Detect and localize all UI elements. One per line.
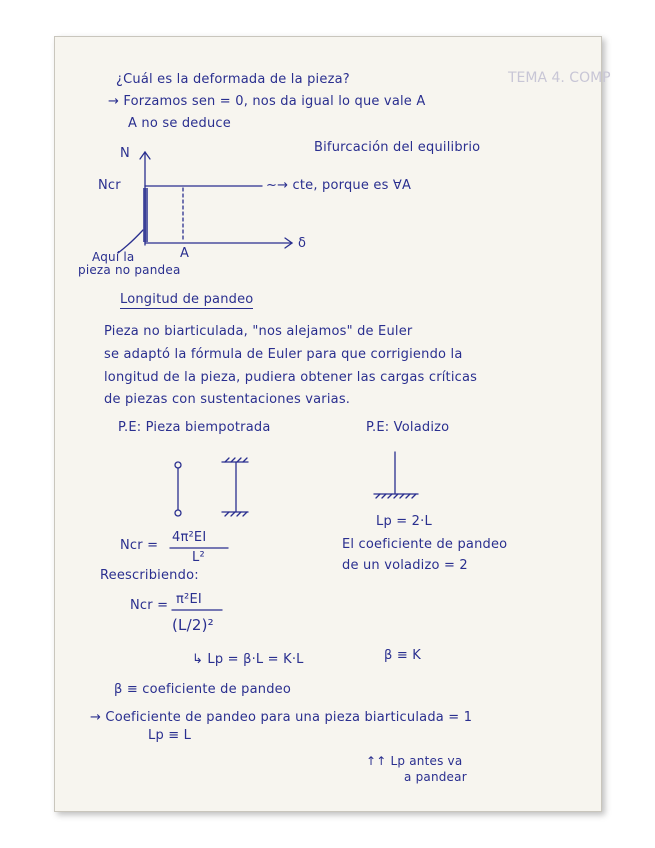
question-line: ¿Cuál es la deformada de la pieza? (116, 72, 350, 87)
lp-2l-formula: Lp = 2·L (376, 514, 432, 529)
bifurcation-diagram (118, 152, 292, 253)
lp-beta-formula: ↳ Lp = β·L = K·L (192, 652, 304, 667)
ncr-denominator: L² (192, 550, 205, 565)
no-buckling-note-2: pieza no pandea (78, 263, 181, 277)
paragraph-line-1: Pieza no biarticulada, "nos alejamos" de Euler (104, 324, 413, 339)
sen-zero-line: → Forzamos sen = 0, nos da igual lo que vale A (108, 94, 426, 109)
ncr2-denominator: (L/2)² (172, 616, 214, 634)
earlier-buckling-note-2: a pandear (404, 770, 467, 784)
axis-n-label: N (120, 146, 130, 161)
no-buckling-pointer (118, 230, 143, 253)
no-buckling-zone-hatch (143, 188, 148, 242)
paragraph-line-4: de piezas con sustentaciones varias. (104, 392, 351, 407)
coefficient-line-1: El coeficiente de pandeo (342, 537, 508, 552)
bleed-through-header: TEMA 4. COMP (508, 70, 611, 86)
beta-definition: β ≡ coeficiente de pandeo (114, 682, 292, 697)
fixed-fixed-column-sketch (222, 458, 248, 516)
example-voladizo: P.E: Voladizo (366, 420, 450, 435)
example-biempotrada: P.E: Pieza biempotrada (118, 420, 271, 435)
axis-a-label: A (180, 246, 190, 261)
bottom-pin-icon (175, 510, 181, 516)
rewriting-label: Reescribiendo: (100, 568, 199, 583)
biarticulated-column-sketch (175, 462, 181, 516)
beta-k-equivalence: β ≡ K (384, 648, 421, 663)
axis-delta-label: δ (298, 236, 307, 251)
cantilever-column-sketch (374, 452, 418, 498)
a-not-deduced-line: A no se deduce (128, 116, 231, 131)
constant-note: ~→ cte, porque es ∀A (266, 178, 412, 193)
lp-equals-l: Lp ≡ L (148, 728, 192, 743)
section-title: Longitud de pandeo (120, 292, 254, 307)
earlier-buckling-note-1: ↑↑ Lp antes va (366, 754, 463, 768)
paragraph-line-2: se adaptó la fórmula de Euler para que corrigiendo la (104, 347, 463, 362)
top-pin-icon (175, 462, 181, 468)
axis-ncr-label: Ncr (98, 178, 121, 193)
coefficient-line-2: de un voladizo = 2 (342, 558, 468, 573)
paragraph-line-3: longitud de la pieza, pudiera obtener las cargas críticas (104, 370, 478, 385)
bifurcation-label: Bifurcación del equilibrio (314, 140, 481, 155)
no-buckling-note-1: Aquí la (92, 250, 135, 264)
ncr-equals: Ncr = (120, 538, 159, 553)
ncr2-equals: Ncr = (130, 598, 169, 613)
ncr-numerator: 4π²EI (172, 530, 207, 545)
biarticulated-coefficient: → Coeficiente de pandeo para una pieza biarticulada = 1 (90, 710, 473, 725)
ncr2-numerator: π²EI (176, 592, 202, 607)
